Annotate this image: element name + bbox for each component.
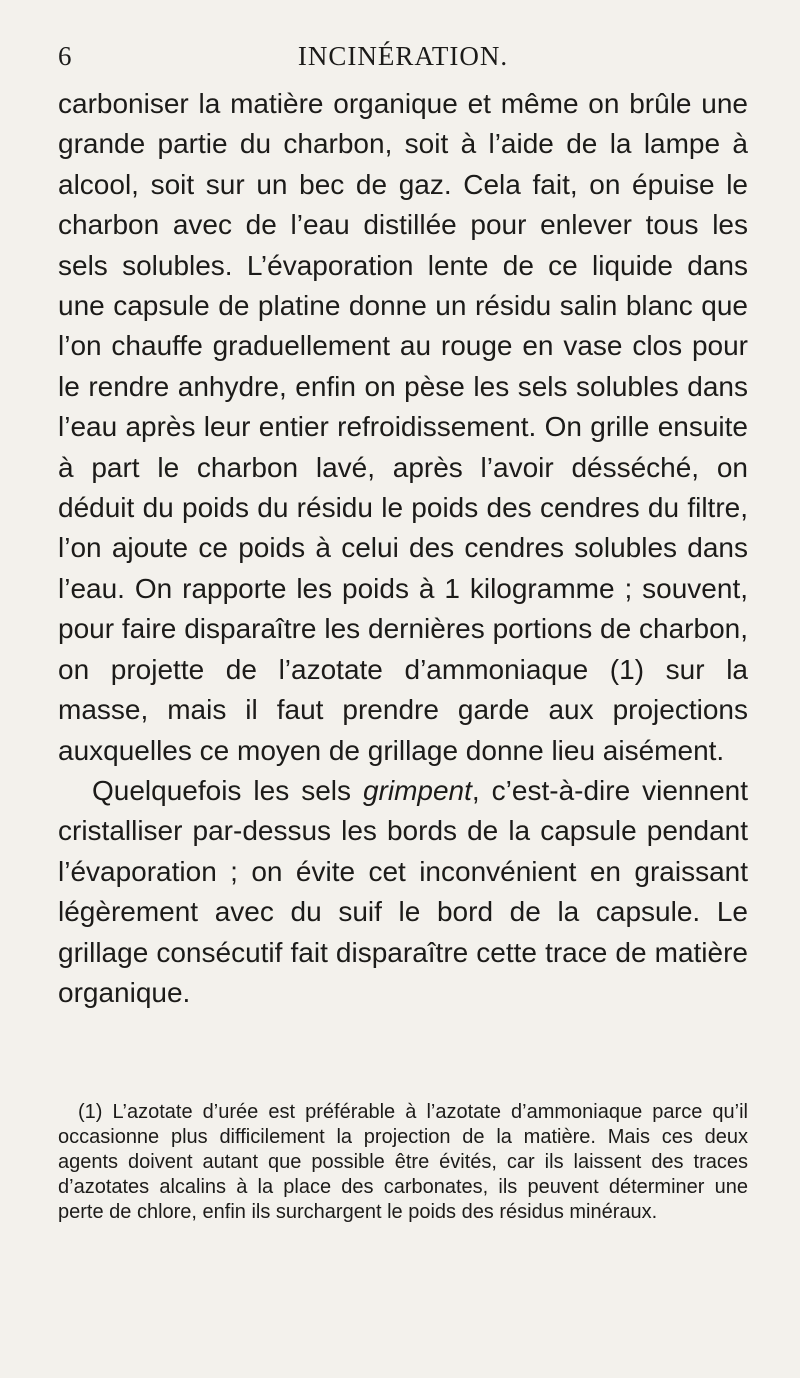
paragraph-2-end: , c’est-à-dire viennent cristalliser par-dessus les bords de la capsule pendant l’évaporation ; on évite cet inconvénient en graissant légèrement avec du suif le bord de la capsule. Le grillage consécutif fait disparaître cette trace de matière organique. <box>58 774 748 1008</box>
paragraph-2-emphasis: grimpent <box>362 774 472 806</box>
body-text <box>58 84 748 1013</box>
paragraph-1: carboniser la matière organique et même on brûle une grande partie du charbon, soit à l’aide de la lampe à alcool, soit sur un bec de gaz. Cela fait, on épuise le charbon avec de l’eau distillée pour enlever tous les sels solubles. L’évaporation lente de ce liquide dans une capsule de platine donne un résidu salin blanc que l’on chauffe graduellement au rouge en vase clos pour le rendre anhydre, enfin on pèse les sels solubles dans l’eau après leur entier refroidissement. On grille ensuite à part le charbon lavé, après l’avoir désséché, on déduit du poids du résidu le poids des cendres du filtre, l’on ajoute ce poids à celui des cendres solubles dans l’eau. On rapporte les poids à 1 kilogramme ; souvent, pour faire disparaître les dernières portions de charbon, on projette de l’azotate d’ammoniaque (1) sur la masse, mais il faut prendre garde aux projections auxquelles ce moyen de grillage donne lieu aisément. <box>58 88 748 766</box>
footnote-text: (1) L’azotate d’urée est préférable à l’azotate d’ammoniaque parce qu’il occasionne plus difficilement la projection de la matière. Mais ces deux agents doivent autant que possible être évités, car ils laissent des traces d’azotates alcalins à la place des carbonates, ils peuvent déterminer une perte de chlore, enfin ils surchargent le poids des résidus minéraux. <box>58 1101 748 1223</box>
footnote <box>58 1100 748 1225</box>
page-header <box>58 36 748 76</box>
running-head: INCINÉRATION. <box>297 41 509 71</box>
page-number: 6 <box>58 41 72 71</box>
paragraph-2-start: Quelquefois les sels <box>92 774 363 806</box>
paragraph-2 <box>58 771 748 1013</box>
